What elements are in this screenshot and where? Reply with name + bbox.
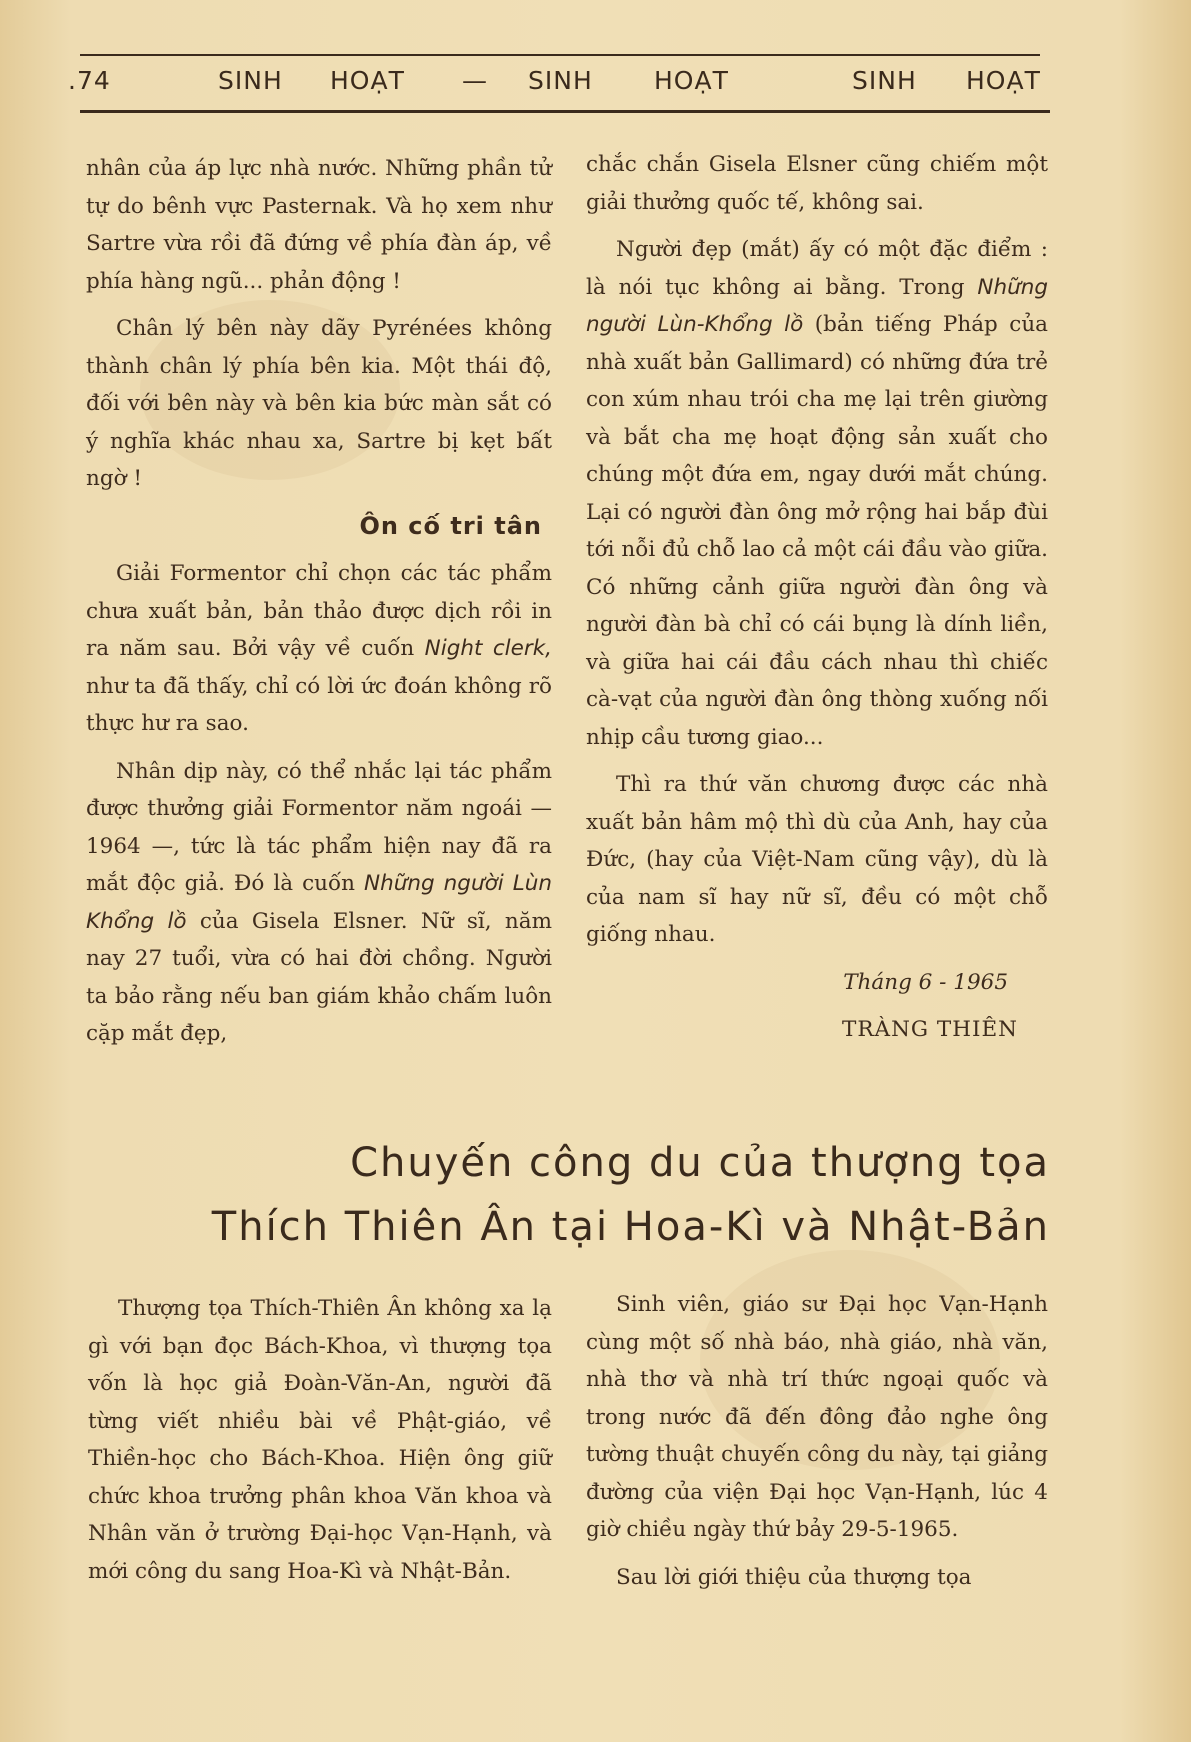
section-subheading: Ôn cố tri tân	[359, 511, 542, 540]
header-item: —	[462, 66, 488, 95]
header-item: HOẠT	[330, 66, 405, 95]
header-rule-top	[80, 54, 1040, 56]
paragraph: Sinh viên, giáo sư Đại học Vạn-Hạnh cùng một số nhà báo, nhà giáo, nhà văn, nhà thơ và nhà trí thức ngoại quốc và trong nước đã đến đông đảo nghe ông tường thuật chuyến công du này, tại giảng đường của viện Đại học Vạn-Hạnh, lúc 4 giờ chiều ngày thứ bảy 29-5-1965.	[586, 1292, 1048, 1542]
paragraph-text: Giải Formentor chỉ chọn các tác phẩm chưa xuất bản, bản thảo được dịch rồi in ra năm sau. Bởi vậy về cuốn	[86, 561, 552, 661]
header-rule-bottom	[80, 110, 1050, 113]
article-title-line-2: Thích Thiên Ân tại Hoa-Kì và Nhật-Bản	[211, 1204, 1050, 1250]
paragraph: Thượng tọa Thích-Thiên Ân không xa lạ gì với bạn đọc Bách-Khoa, vì thượng tọa vốn là học giả Đoàn-Văn-An, người đã từng viết nhiều bài về Phật-giáo, về Thiền-học cho Bách-Khoa. Hiện ông giữ chức khoa trưởng phân khoa Văn khoa và Nhân văn ở trường Đại-học Vạn-Hạnh, và mới công du sang Hoa-Kì và Nhật-Bản.	[88, 1296, 552, 1584]
paragraph: Sau lời giới thiệu của thượng tọa	[616, 1564, 972, 1590]
header-item: SINH	[528, 66, 593, 95]
paragraph	[86, 555, 552, 743]
paragraph: Thì ra thứ văn chương được các nhà xuất bản hâm mộ thì dù của Anh, hay của Đức, (hay của Việt-Nam cũng vậy), dù là của nam sĩ hay nữ sĩ, đều có một chỗ giống nhau.	[586, 772, 1048, 947]
page-number: .74	[68, 66, 111, 95]
paragraph-text: (bản tiếng Pháp của nhà xuất bản Gallimard) có những đứa trẻ con xúm nhau trói cha mẹ lại trên giường và bắt cha mẹ hoạt động sản xuất cho chúng một đứa em, ngay dưới mắt chúng. Lại có người đàn ông mở rộng hai bắp đùi tới nỗi đủ chỗ lao cả một cái đầu vào giữa. Có những cảnh giữa người đàn ông và người đàn bà chỉ có cái bụng là dính liền, và giữa hai cái đầu cách nhau thì chiếc cà-vạt của người đàn ông thòng xuống nối nhịp cầu tương giao...	[586, 312, 1049, 750]
paragraph-text: của Gisela Elsner. Nữ sĩ, năm nay 27 tuổi, vừa có hai đời chồng. Người ta bảo rằng nếu ban giám khảo chấm luôn cặp mắt đẹp,	[86, 908, 552, 1046]
header-item: HOẠT	[966, 66, 1041, 95]
book-title: Những người Lùn Khổng lồ	[86, 871, 552, 934]
header-item: HOẠT	[654, 66, 729, 95]
header-item: SINH	[218, 66, 283, 95]
article-date: Tháng 6 - 1965	[843, 969, 1008, 995]
article2-right-column	[586, 1286, 1048, 1606]
paragraph-text: Người đẹp (mắt) ấy có một đặc điểm : là nói tục không ai bằng. Trong	[586, 237, 1048, 300]
article-title-line-1: Chuyến công du của thượng tọa	[350, 1140, 1050, 1186]
running-header	[68, 64, 1048, 104]
right-column	[586, 146, 1048, 1059]
article-author: TRÀNG THIÊN	[842, 1017, 1018, 1042]
paragraph	[86, 753, 552, 1053]
paragraph-text: Nhân dịp này, có thể nhắc lại tác phẩm được thưởng giải Formentor năm ngoái — 1964 —, tức là tác phẩm hiện nay đã ra mắt độc giả. Đó là cuốn	[86, 758, 552, 896]
book-title: Những người Lùn-Khổng lồ	[586, 274, 1048, 337]
header-item: SINH	[852, 66, 917, 95]
paragraph	[586, 231, 1048, 756]
article2-left-column	[88, 1290, 552, 1600]
book-title: Night clerk,	[424, 636, 552, 661]
left-column	[86, 150, 552, 1063]
paragraph: chắc chắn Gisela Elsner cũng chiếm một giải thưởng quốc tế, không sai.	[586, 152, 1048, 215]
paragraph: Chân lý bên này dãy Pyrénées không thành chân lý phía bên kia. Một thái độ, đối với bên này và bên kia bức màn sắt có ý nghĩa khác nhau xa, Sartre bị kẹt bất ngờ !	[86, 316, 552, 491]
paragraph: nhân của áp lực nhà nước. Những phần tử tự do bênh vực Pasternak. Và họ xem như Sartre vừa rồi đã đứng về phía đàn áp, về phía hàng ngũ... phản động !	[86, 156, 552, 294]
paragraph-text: như ta đã thấy, chỉ có lời ức đoán không rõ thực hư ra sao.	[86, 673, 552, 736]
